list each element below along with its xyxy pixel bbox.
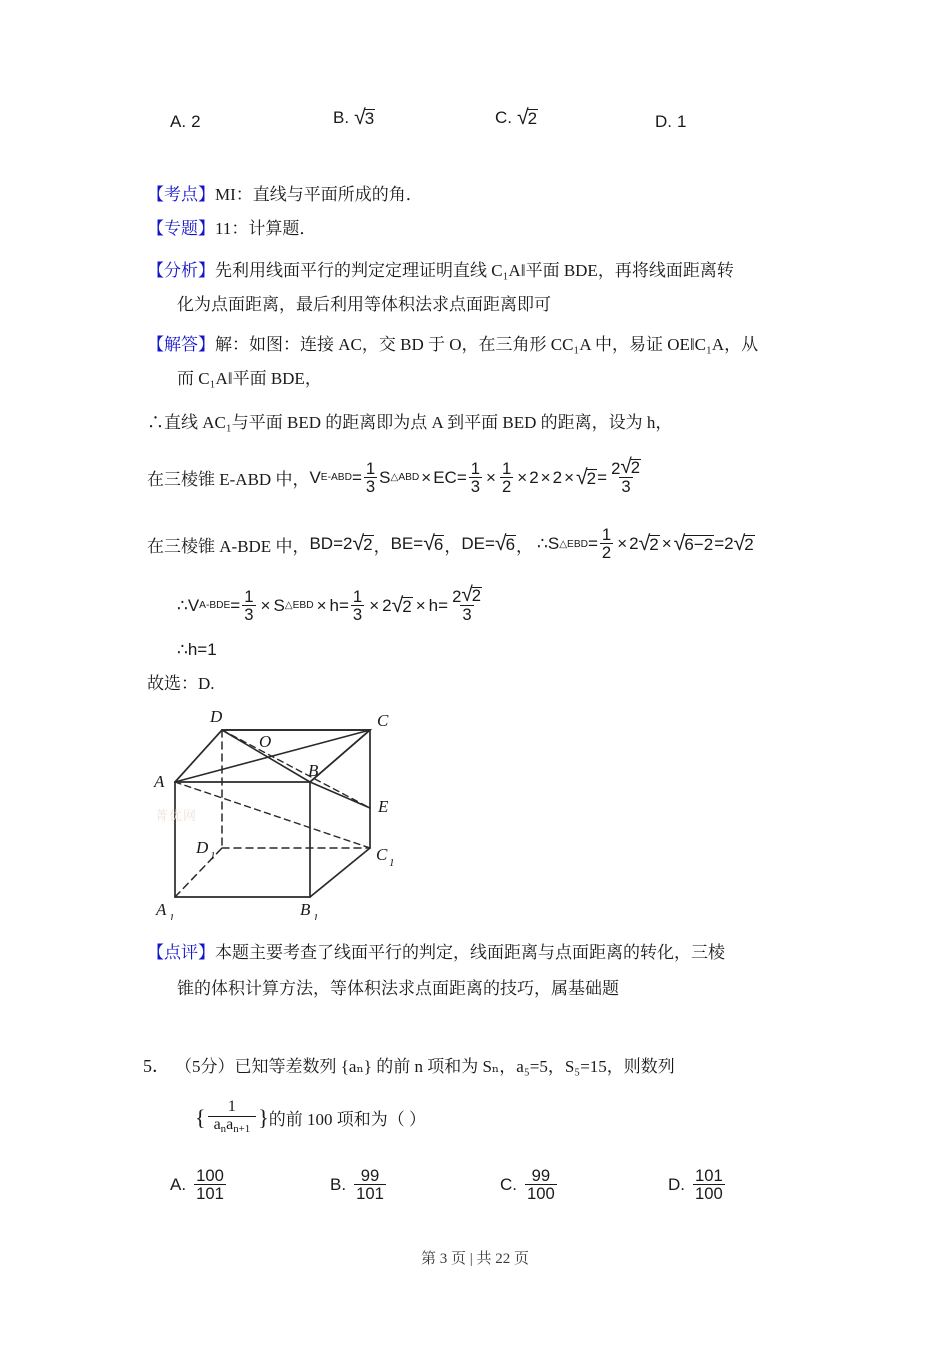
figure-label-D1: D <box>196 838 209 857</box>
veabd-ec: EC <box>433 467 457 487</box>
sebd-de: DE= <box>461 534 495 554</box>
fraction-one-third-4: $\frac{1}{3}$ <box>352 586 363 624</box>
sqrt-icon: √ 2 <box>733 531 754 556</box>
veabd-eq3: = <box>597 467 608 487</box>
choice-d-value: 1 <box>677 112 687 131</box>
question5-tail: 的前 100 项和为（ ） <box>268 1110 427 1130</box>
solution-equation-veabd <box>147 455 645 497</box>
fraction-one-half: $\frac{1}{2}$ <box>501 458 512 496</box>
solution-equation-vabde <box>177 583 486 625</box>
times-5: × <box>564 467 574 487</box>
brace-open: { <box>195 1104 206 1130</box>
veabd-v: V <box>309 467 321 487</box>
fraction-one-over-anan1: $\frac{1}{a_na_{n+1}}$ <box>208 1099 257 1134</box>
times-10: × <box>369 595 380 615</box>
sebd-2r2: 2 <box>629 534 639 554</box>
choice-b-value: 3 <box>364 108 375 128</box>
solution-line-h: ∴h=1 <box>177 640 217 659</box>
sebd-comma-3: ， <box>516 536 534 556</box>
vabde-h1: h <box>329 595 339 615</box>
q5-option-b-fraction: $\frac{99}{101}$ <box>356 1166 384 1204</box>
veabd-two-b: 2 <box>552 467 563 487</box>
choice-a-value: 2 <box>191 112 201 131</box>
zhuanti-row <box>147 220 316 237</box>
vabde-v: ∴V <box>177 595 200 615</box>
q5-option-a[interactable] <box>170 1168 228 1203</box>
figure-label-A: A <box>154 772 165 791</box>
fraction-one-third: $\frac{1}{3}$ <box>365 458 376 496</box>
q5-option-a-fraction: $\frac{100}{101}$ <box>196 1166 224 1204</box>
q5-option-b[interactable] <box>330 1168 388 1203</box>
sqrt-icon: √ 3 <box>354 105 375 130</box>
sqrt-icon: √ 2 <box>638 531 659 556</box>
solution-equation-sebd <box>147 527 755 562</box>
fraction-2sqrt2-over-3-b: 2 √ 2 3 <box>452 583 482 625</box>
dianping-line-1: 本题主要考查了线面平行的判定，线面距离与点面距离的转化，三棱 <box>215 943 725 962</box>
sebd-eq2: =2 <box>714 534 734 554</box>
choice-c-label: C. <box>495 108 512 127</box>
veabd-rad: 2 <box>586 468 597 488</box>
times-1: × <box>421 467 432 487</box>
sqrt-icon: √ 6 <box>423 531 444 556</box>
vabde-eq2: = <box>338 595 349 615</box>
fraction-one-third-2: $\frac{1}{3}$ <box>470 458 481 496</box>
choice-d-label: D. <box>655 112 672 131</box>
choice-b[interactable] <box>333 105 375 130</box>
vabde-v-sub: A‐BDE <box>199 600 231 612</box>
question5-expression <box>195 1100 426 1135</box>
sqrt-icon: √ 2 <box>517 105 538 130</box>
question5-stem: （5分）已知等差数列 {aₙ} 的前 n 项和为 Sₙ，a₅=5，S₅=15，则数列 <box>175 1057 675 1076</box>
figure-label-C1: C <box>376 845 388 864</box>
sebd-prefix: 在三棱锥 A‐BDE 中， <box>147 536 310 556</box>
fraction-2sqrt2-over-3: 2 √ 2 3 <box>611 455 641 497</box>
question4-choices <box>170 105 870 142</box>
svg-text:1: 1 <box>313 912 319 920</box>
fenxi-row-1 <box>147 262 734 279</box>
page-footer: 第 3 页 | 共 22 页 <box>420 1251 529 1267</box>
svg-text:1: 1 <box>210 850 216 862</box>
choice-a[interactable] <box>170 112 201 132</box>
veabd-v-sub: E‐ABD <box>320 472 352 484</box>
vabde-s: S <box>273 595 285 615</box>
veabd-s-sub: △ABD <box>390 472 420 484</box>
fenxi-line-2: 化为点面距离，最后利用等体积法求点面距离即可 <box>177 295 551 314</box>
veabd-eq2: = <box>456 467 467 487</box>
svg-text:1: 1 <box>389 857 395 869</box>
q5-option-c-fraction: $\frac{99}{100}$ <box>527 1166 555 1204</box>
sebd-comma-1: ， <box>373 536 391 556</box>
sqrt-icon: √ 2 <box>352 531 373 556</box>
vabde-s-sub: △EBD <box>284 600 314 612</box>
solution-answer: 故选：D. <box>147 674 215 693</box>
veabd-two-a: 2 <box>529 467 539 487</box>
choice-c[interactable] <box>495 105 538 130</box>
brace-close: } <box>258 1104 269 1130</box>
figure-label-A1: A <box>156 900 167 919</box>
sebd-s-sub: △EBD <box>559 538 588 550</box>
times-7: × <box>661 534 672 554</box>
vabde-2: 2 <box>382 595 392 615</box>
figure-label-D: D <box>210 707 223 726</box>
sebd-bd: BD=2 <box>309 534 353 554</box>
watermark: 菁优网 <box>155 808 198 823</box>
figure-label-O: O <box>259 732 272 751</box>
dianping-line-2: 锥的体积计算方法，等体积法求点面距离的技巧，属基础题 <box>177 979 619 998</box>
dianping-tag: 【点评】 <box>147 943 215 962</box>
sqrt-icon: √ 2 <box>576 465 597 490</box>
sebd-comma-2: ， <box>444 536 462 556</box>
veabd-s: S <box>379 467 391 487</box>
figure-label-B1: B <box>300 900 311 919</box>
times-9: × <box>316 595 327 615</box>
times-8: × <box>260 595 271 615</box>
zhuanti-tag: 【专题】 <box>147 219 215 238</box>
figure-label-B: B <box>308 761 319 780</box>
choice-b-label: B. <box>333 108 350 127</box>
q5-option-d-fraction: $\frac{101}{100}$ <box>695 1166 723 1204</box>
jieda-line-2: 而 C₁A‖平面 BDE， <box>177 369 322 388</box>
vabde-eq3: = <box>438 595 449 615</box>
jieda-tag: 【解答】 <box>147 335 215 354</box>
vabde-eq1: = <box>230 595 241 615</box>
choice-c-value: 2 <box>527 108 538 128</box>
svg-text:1: 1 <box>169 912 175 920</box>
sqrt-icon: √ 6−2 <box>673 531 714 556</box>
vabde-h2: h <box>428 595 439 615</box>
kaodian-row <box>147 186 423 203</box>
times-11: × <box>415 595 426 615</box>
jieda-row-1 <box>147 336 758 353</box>
times-3: × <box>517 467 528 487</box>
figure-label-E: E <box>378 797 389 816</box>
sebd-eq1: = <box>587 534 598 554</box>
solution-line-1: ∴直线 AC₁与平面 BED 的距离即为点 A 到平面 BED 的距离，设为 h， <box>147 413 673 432</box>
kaodian-text: MI：直线与平面所成的角． <box>215 185 423 204</box>
times-2: × <box>486 467 496 487</box>
fraction-one-half-2: $\frac{1}{2}$ <box>601 525 612 563</box>
fenxi-tag: 【分析】 <box>147 261 215 280</box>
jieda-line-1: 解：如图：连接 AC，交 BD 于 O，在三角形 CC₁A 中，易证 OE‖C₁A，从 <box>215 335 759 354</box>
kaodian-tag: 【考点】 <box>147 185 215 204</box>
veabd-eq1: = <box>351 467 362 487</box>
choice-a-label: A. <box>170 112 187 131</box>
sqrt-icon: √ 2 <box>391 593 412 618</box>
fenxi-line-1: 先利用线面平行的判定定理证明直线 C₁A‖平面 BDE，再将线面距离转 <box>215 261 734 280</box>
dianping-row-1 <box>147 944 725 961</box>
veabd-prefix: 在三棱锥 E‐ABD 中， <box>147 470 310 490</box>
times-6: × <box>617 534 628 554</box>
q5-option-d-label: D. <box>668 1175 685 1195</box>
q5-option-b-label: B. <box>330 1175 347 1195</box>
question5-number: 5． <box>143 1056 170 1076</box>
fraction-one-third-3: $\frac{1}{3}$ <box>244 586 254 624</box>
choice-d[interactable] <box>655 112 686 132</box>
sqrt-icon: √ 6 <box>494 531 516 556</box>
q5-option-c-label: C. <box>500 1175 517 1195</box>
figure-label-C: C <box>377 711 389 730</box>
zhuanti-text: 11：计算题． <box>215 219 317 238</box>
sebd-be: BE= <box>390 534 424 554</box>
times-4: × <box>540 467 551 487</box>
q5-option-a-label: A. <box>170 1175 187 1195</box>
sebd-therefore-s: ∴S <box>537 534 560 554</box>
q5-option-c[interactable] <box>500 1168 559 1203</box>
q5-option-d[interactable] <box>668 1168 727 1203</box>
